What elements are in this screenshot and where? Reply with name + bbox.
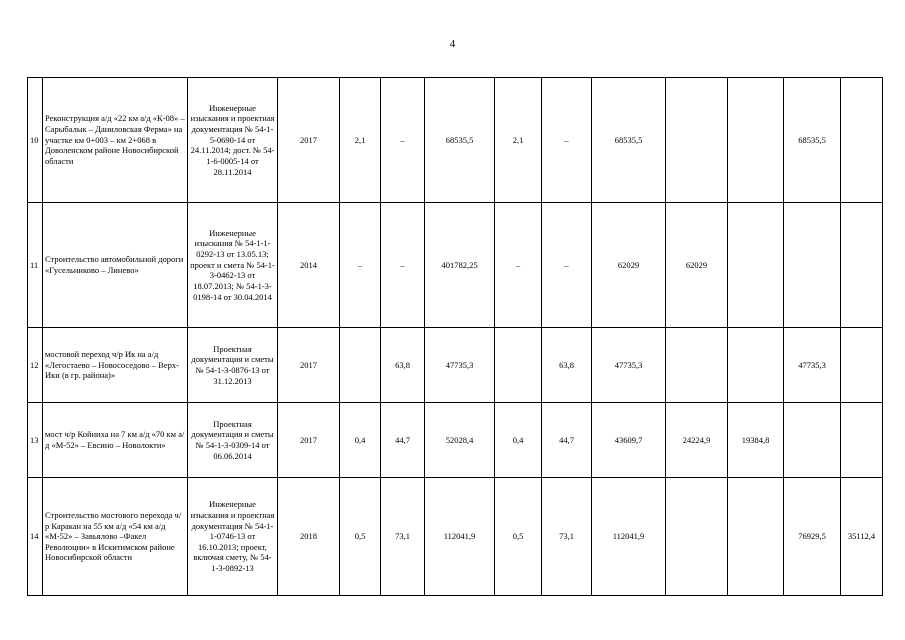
value-cell: 2,1 bbox=[495, 78, 542, 203]
value-cell: 19384,8 bbox=[728, 403, 784, 478]
value-cell: – bbox=[340, 203, 381, 328]
value-cell: 0,5 bbox=[340, 478, 381, 596]
value-cell: 2017 bbox=[278, 403, 340, 478]
table-row bbox=[28, 203, 883, 328]
value-cell: 112041,9 bbox=[425, 478, 495, 596]
value-cell: 2,1 bbox=[340, 78, 381, 203]
value-cell: 47735,3 bbox=[592, 328, 666, 403]
value-cell: – bbox=[542, 78, 592, 203]
value-cell: 76929,5 bbox=[784, 478, 841, 596]
row-number: 10 bbox=[28, 78, 43, 203]
row-number: 14 bbox=[28, 478, 43, 596]
value-cell bbox=[340, 328, 381, 403]
object-name: мостовой переход ч/р Ик на а/д «Легостаево – Новососедово – Верх-Ики (в гр. района)» bbox=[43, 328, 188, 403]
value-cell: 44,7 bbox=[381, 403, 425, 478]
value-cell: 24224,9 bbox=[666, 403, 728, 478]
value-cell: – bbox=[381, 203, 425, 328]
value-cell: 0,4 bbox=[340, 403, 381, 478]
value-cell: 2017 bbox=[278, 78, 340, 203]
value-cell bbox=[495, 328, 542, 403]
table-row bbox=[28, 328, 883, 403]
value-cell bbox=[841, 328, 883, 403]
value-cell: 63,8 bbox=[542, 328, 592, 403]
value-cell bbox=[784, 403, 841, 478]
object-name: Реконструкция а/д «22 км а/д «К-08» – Сарыбалык – Даниловская Ферма» на участке км 0+003 – км 2+068 в Доволенском районе Новосибирской области bbox=[43, 78, 188, 203]
value-cell: 35112,4 bbox=[841, 478, 883, 596]
value-cell: 0,4 bbox=[495, 403, 542, 478]
value-cell bbox=[666, 328, 728, 403]
value-cell bbox=[841, 78, 883, 203]
value-cell: 52028,4 bbox=[425, 403, 495, 478]
value-cell bbox=[784, 203, 841, 328]
value-cell: 401782,25 bbox=[425, 203, 495, 328]
value-cell bbox=[841, 403, 883, 478]
project-documentation: Инженерные изыскания № 54-1-1-0292-13 от 13.05.13; проект и смета № 54-1-3-0462-13 от 18.07.2013; № 54-1-3-0198-14 от 30.04.2014 bbox=[188, 203, 278, 328]
value-cell: 0,5 bbox=[495, 478, 542, 596]
page-number: 4 bbox=[449, 38, 456, 50]
value-cell: 2017 bbox=[278, 328, 340, 403]
object-name: Строительство автомобильной дороги «Гусельниково – Линево» bbox=[43, 203, 188, 328]
object-name: Строительство мостового перехода ч/р Каракан на 55 км а/д «54 км а/д «М-52» – Завьялово –Факел Революции» в Искитимском районе Новосибирской области bbox=[43, 478, 188, 596]
value-cell: 73,1 bbox=[381, 478, 425, 596]
value-cell: – bbox=[381, 78, 425, 203]
table-row bbox=[28, 78, 883, 203]
value-cell: 44,7 bbox=[542, 403, 592, 478]
row-number: 11 bbox=[28, 203, 43, 328]
value-cell: 68535,5 bbox=[784, 78, 841, 203]
value-cell: – bbox=[495, 203, 542, 328]
value-cell: 112041,9 bbox=[592, 478, 666, 596]
value-cell: 47735,3 bbox=[425, 328, 495, 403]
object-name: мост ч/р Койниха на 7 км а/д «70 км а/д «М-52» – Евсино – Новолокти» bbox=[43, 403, 188, 478]
value-cell: 2014 bbox=[278, 203, 340, 328]
value-cell bbox=[841, 203, 883, 328]
value-cell: 68535,5 bbox=[592, 78, 666, 203]
project-documentation: Инженерные изыскания и проектная документация № 54-1-1-0746-13 от 16.10.2013; проект, включая смету, № 54-1-3-0892-13 bbox=[188, 478, 278, 596]
table-row bbox=[28, 478, 883, 596]
row-number: 12 bbox=[28, 328, 43, 403]
value-cell: – bbox=[542, 203, 592, 328]
value-cell bbox=[666, 78, 728, 203]
value-cell: 63,8 bbox=[381, 328, 425, 403]
row-number: 13 bbox=[28, 403, 43, 478]
value-cell bbox=[728, 478, 784, 596]
table-row bbox=[28, 403, 883, 478]
value-cell bbox=[728, 328, 784, 403]
project-documentation: Инженерные изыскания и проектная документация № 54-1-5-0690-14 от 24.11.2014; дост. № 54-1-6-0005-14 от 28.11.2014 bbox=[188, 78, 278, 203]
project-documentation: Проектная документация и сметы № 54-1-3-0309-14 от 06.06.2014 bbox=[188, 403, 278, 478]
investment-objects-table bbox=[27, 77, 883, 596]
value-cell: 2018 bbox=[278, 478, 340, 596]
value-cell: 62029 bbox=[666, 203, 728, 328]
value-cell bbox=[666, 478, 728, 596]
project-documentation: Проектная документация и сметы № 54-1-3-0876-13 от 31.12.2013 bbox=[188, 328, 278, 403]
value-cell bbox=[728, 78, 784, 203]
value-cell bbox=[728, 203, 784, 328]
value-cell: 73,1 bbox=[542, 478, 592, 596]
value-cell: 62029 bbox=[592, 203, 666, 328]
value-cell: 43609,7 bbox=[592, 403, 666, 478]
value-cell: 47735,3 bbox=[784, 328, 841, 403]
value-cell: 68535,5 bbox=[425, 78, 495, 203]
